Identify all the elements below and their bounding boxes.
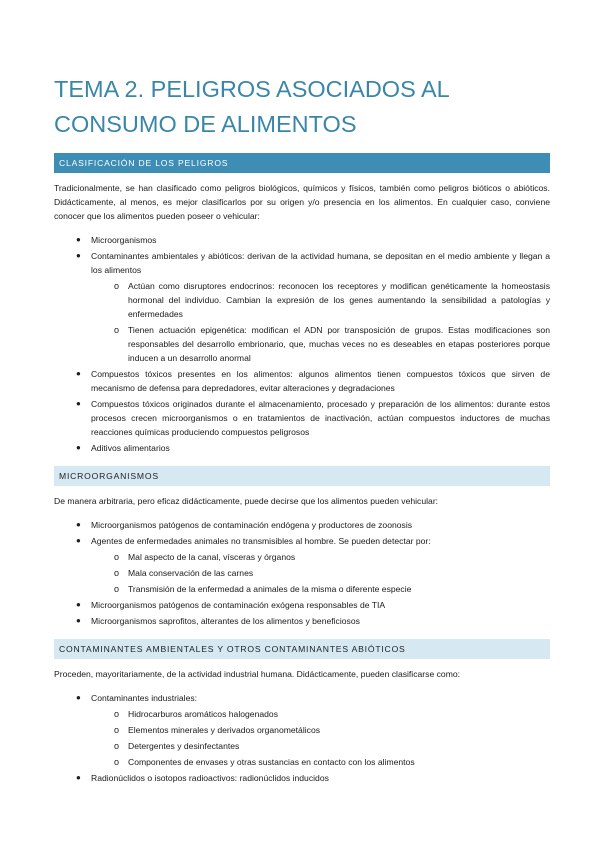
sub-list-item: o Hidrocarburos aromáticos halogenados: [114, 709, 278, 719]
list-item: ● Compuestos tóxicos originados durante el almacenamiento, procesado y preparación de los alimentos: durante estos procesos crecen microorganismos o en tratamientos de inactivación, actúan compuestos inductores de muchas reacciones químicas produciendo compuestos peligrosos: [76, 399, 550, 437]
circle-bullet-icon: o: [114, 325, 120, 335]
list-item: ● Microorganismos: [76, 235, 157, 245]
sub-list: [91, 550, 550, 596]
bullet-icon: ●: [76, 251, 81, 260]
list-item: ● Microorganismos patógenos de contaminación endógena y productores de zoonosis: [76, 520, 413, 530]
list-item: ● Contaminantes industriales: o Hidrocarburos aromáticos halogenados o Elementos minerales y derivados organometálicos o Detergentes y desinfectantes o Componentes de envases y otras sustancias en contacto con los alimentos: [54, 691, 550, 769]
circle-bullet-icon: o: [114, 568, 120, 578]
list-item: ● Microorganismos patógenos de contaminación exógena responsables de TIA: [76, 600, 386, 610]
section-heading-microorganismos: MICROORGANISMOS: [54, 466, 550, 486]
list-item: ● Compuestos tóxicos presentes en los alimentos: algunos alimentos tienen compuestos tóxicos que sirven de mecanismo de defensa para depredadores, evitar alteraciones y degradaciones: [76, 369, 550, 393]
sub-list-item: o Mal aspecto de la canal, vísceras y órganos: [114, 552, 296, 562]
sub-list-item: o Componentes de envases y otras sustancias en contacto con los alimentos: [114, 757, 415, 767]
circle-bullet-icon: o: [114, 741, 120, 751]
list-item: ● Microorganismos saprofitos, alterantes de los alimentos y beneficiosos: [76, 616, 360, 626]
bullet-icon: ●: [76, 520, 81, 529]
section-intro: De manera arbitraria, pero eficaz didácticamente, puede decirse que los alimentos pueden vehicular:: [54, 496, 439, 506]
circle-bullet-icon: o: [114, 757, 120, 767]
circle-bullet-icon: o: [114, 584, 120, 594]
circle-bullet-icon: o: [114, 725, 120, 735]
bullet-list: [54, 518, 550, 628]
page-title: TEMA 2. PELIGROS ASOCIADOS AL CONSUMO DE ALIMENTOS: [54, 76, 449, 137]
sub-list-item: o Transmisión de la enfermedad a animales de la misma o diferente especie: [114, 584, 412, 594]
sub-list-item: o Actúan como disruptores endocrinos: reconocen los receptores y modifican genéticamente la homeostasis hormonal del individuo. Cambian la expresión de los genes aumentando la sensibilidad a patologías y enfermedades: [114, 281, 550, 319]
circle-bullet-icon: o: [114, 552, 120, 562]
section-intro: Tradicionalmente, se han clasificado como peligros biológicos, químicos y físicos, también como peligros bióticos o abióticos. Didácticamente, al menos, es mejor clasificarlos por su origen y/o presencia en los alimentos. En cualquier caso, conviene conocer que los alimentos pueden poseer o vehicular:: [54, 183, 550, 221]
bullet-icon: ●: [76, 235, 81, 244]
bullet-icon: ●: [76, 443, 81, 452]
list-item: ● Agentes de enfermedades animales no transmisibles al hombre. Se pueden detectar por: o Mal aspecto de la canal, vísceras y órganos o Mala conservación de las carnes o Transmisión de la enfermedad a animales de la misma o diferente especie: [54, 534, 550, 596]
bullet-icon: ●: [76, 399, 81, 408]
bullet-icon: ●: [76, 536, 81, 545]
section-intro: Proceden, mayoritariamente, de la actividad industrial humana. Didácticamente, pueden clasificarse como:: [54, 669, 461, 679]
bullet-icon: ●: [76, 693, 81, 702]
list-item: ● Contaminantes ambientales y abióticos: derivan de la actividad humana, se depositan en el medio ambiente y llegan a los alimentos o Actúan como disruptores endocrinos: reconocen los receptores y modifican genéticamente la homeostasis hormonal del individuo. Cambian la expresión de los genes aumentando la sensibilidad a patologías y enfermedades o Tienen actuación epigenética: modifican el ADN por transposición de grupos. Estas modificaciones son responsables del desarrollo embrionario, que, muchas veces no es deseables en etapas posteriores porque inducen a un desarrollo anormal: [76, 251, 550, 363]
section-heading-clasificacion: CLASIFICACIÓN DE LOS PELIGROS: [54, 153, 550, 173]
document-page: [54, 0, 550, 787]
bullet-list: [54, 691, 550, 785]
list-item: ● Aditivos alimentarios: [76, 443, 170, 453]
sub-list-item: o Detergentes y desinfectantes: [114, 741, 240, 751]
sub-list: [91, 707, 550, 769]
bullet-icon: ●: [76, 369, 81, 378]
bullet-icon: ●: [76, 773, 81, 782]
bullet-icon: ●: [76, 600, 81, 609]
sub-list: [91, 279, 550, 365]
sub-list-item: o Tienen actuación epigenética: modifican el ADN por transposición de grupos. Estas modificaciones son responsables del desarrollo embrionario, que, muchas veces no es deseables en etapas posteriores porque inducen a un desarrollo anormal: [114, 325, 550, 363]
list-item: ● Radionúclidos o isotopos radioactivos: radionúclidos inducidos: [76, 773, 329, 783]
sub-list-item: o Elementos minerales y derivados organometálicos: [114, 725, 321, 735]
circle-bullet-icon: o: [114, 709, 120, 719]
bullet-list: [54, 233, 550, 455]
section-heading-contaminantes: CONTAMINANTES AMBIENTALES Y OTROS CONTAMINANTES ABIÓTICOS: [54, 639, 550, 659]
sub-list-item: o Mala conservación de las carnes: [114, 568, 254, 578]
circle-bullet-icon: o: [114, 281, 120, 291]
bullet-icon: ●: [76, 616, 81, 625]
